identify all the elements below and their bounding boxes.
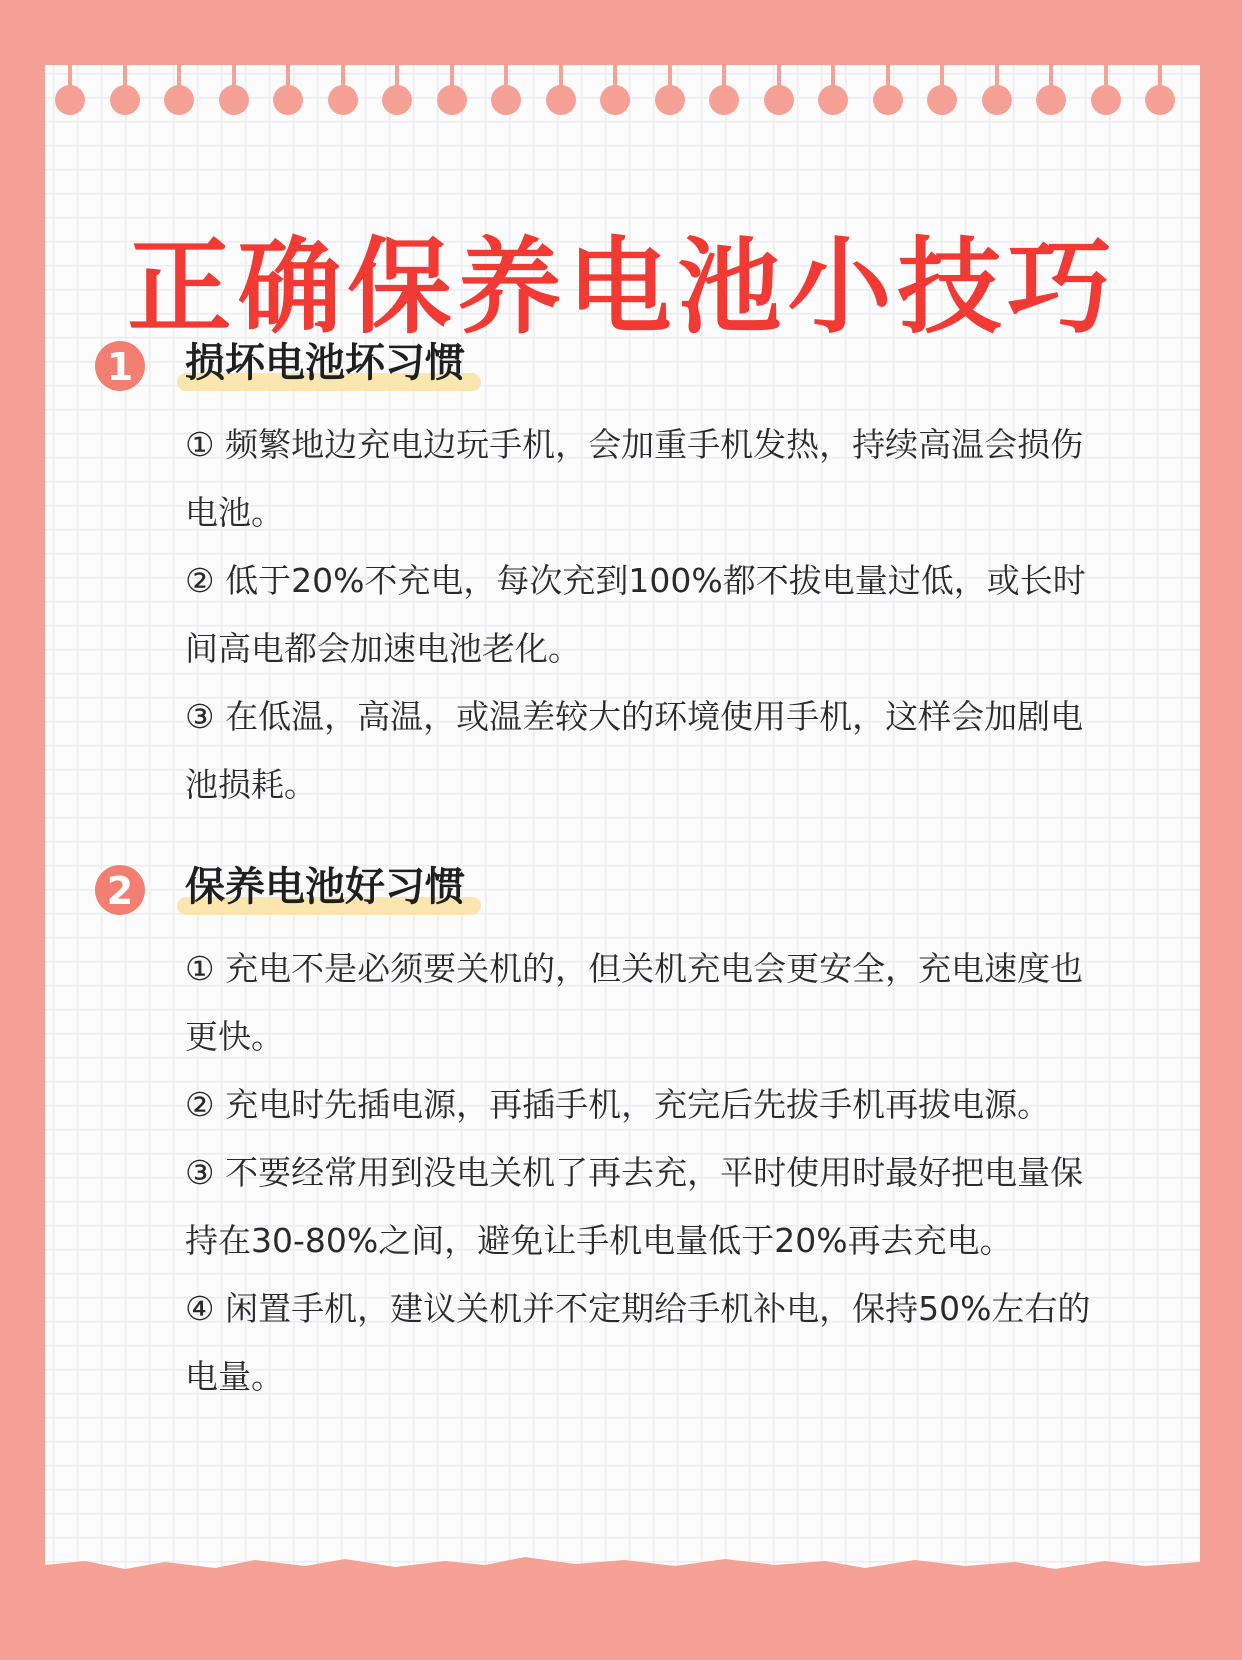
binder-hole bbox=[764, 85, 794, 115]
section-heading-wrap bbox=[185, 333, 489, 393]
binder-hole bbox=[491, 85, 521, 115]
list-item: ② 充电时先插电源，再插手机，充完后先拔手机再拔电源。 bbox=[185, 1085, 1051, 1124]
binder-hole bbox=[273, 85, 303, 115]
binder-hole bbox=[655, 85, 685, 115]
section-number-badge: 1 bbox=[95, 341, 145, 391]
section-number-badge: 2 bbox=[95, 865, 145, 915]
section-heading: 保养电池好习惯 bbox=[185, 864, 465, 910]
binder-hole bbox=[927, 85, 957, 115]
binder-hole bbox=[219, 85, 249, 115]
binder-hole bbox=[1145, 85, 1175, 115]
binder-hole bbox=[164, 85, 194, 115]
binder-hole bbox=[1036, 85, 1066, 115]
binder-holes bbox=[45, 85, 1200, 125]
binder-hole bbox=[437, 85, 467, 115]
list-item: ① 频繁地边充电边玩手机，会加重手机发热，持续高温会损伤电池。 bbox=[185, 425, 1084, 532]
binder-hole bbox=[982, 85, 1012, 115]
binder-hole bbox=[546, 85, 576, 115]
binder-hole bbox=[873, 85, 903, 115]
binder-hole bbox=[600, 85, 630, 115]
list-item: ③ 不要经常用到没电关机了再去充，平时使用时最好把电量保持在30-80%之间，避免让手机电量低于20%再去充电。 bbox=[185, 1153, 1084, 1260]
section-items bbox=[185, 935, 1115, 1411]
binder-hole bbox=[110, 85, 140, 115]
binder-hole bbox=[709, 85, 739, 115]
list-item: ③ 在低温，高温，或温差较大的环境使用手机，这样会加剧电池损耗。 bbox=[185, 697, 1084, 804]
torn-paper-edge bbox=[45, 1535, 1200, 1595]
binder-hole bbox=[328, 85, 358, 115]
list-item: ① 充电不是必须要关机的，但关机充电会更安全，充电速度也更快。 bbox=[185, 949, 1084, 1056]
notebook-paper bbox=[45, 65, 1200, 1595]
binder-hole bbox=[818, 85, 848, 115]
list-item: ② 低于20%不充电，每次充到100%都不拔电量过低，或长时间高电都会加速电池老化。 bbox=[185, 561, 1086, 668]
binder-hole bbox=[382, 85, 412, 115]
section-heading: 损坏电池坏习惯 bbox=[185, 340, 465, 386]
page-title: 正确保养电池小技巧 bbox=[127, 226, 1118, 348]
binder-hole bbox=[1091, 85, 1121, 115]
list-item: ④ 闲置手机，建议关机并不定期给手机补电，保持50%左右的电量。 bbox=[185, 1289, 1091, 1396]
section-heading-wrap bbox=[185, 857, 489, 917]
section-items bbox=[185, 411, 1115, 819]
binder-hole bbox=[55, 85, 85, 115]
